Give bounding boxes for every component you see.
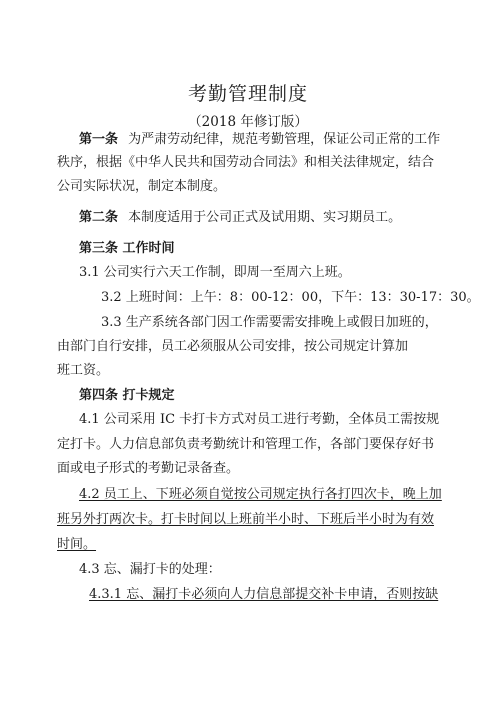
document-subtitle: （2018 年修订版） bbox=[188, 114, 308, 130]
article-1-line-1 bbox=[79, 132, 440, 148]
article-2-text: 本制度适用于公司正式及试用期、实习期员工。 bbox=[128, 210, 402, 225]
clause-4-2-line-3: 时间。 bbox=[57, 537, 97, 552]
article-1-heading: 第一条 bbox=[79, 132, 119, 147]
article-1-line-2: 秩序，根据《中华人民共和国劳动合同法》和相关法律规定，结合 bbox=[57, 155, 435, 170]
clause-4-3: 4.3 忘、漏打卡的处理： bbox=[79, 562, 221, 577]
article-2-line-1 bbox=[79, 210, 401, 226]
document-title: 考勤管理制度 bbox=[187, 83, 308, 105]
article-3-heading: 第三条 工作时间 bbox=[79, 241, 175, 256]
article-1-line-3: 公司实际状况，制定本制度。 bbox=[57, 179, 227, 194]
clause-4-1-line-3: 面或电子形式的考勤记录备查。 bbox=[57, 461, 240, 476]
clause-4-1-line-1: 4.1 公司采用 IC 卡打卡方式对员工进行考勤，全体员工需按规 bbox=[79, 412, 440, 427]
article-4-heading: 第四条 打卡规定 bbox=[79, 388, 175, 403]
clause-4-2-line-1: 4.2 员工上、下班必须自觉按公司规定执行各打四次卡，晚上加 bbox=[79, 487, 442, 502]
clause-3-3-line-2: 由部门自行安排，员工必须服从公司安排，按公司规定计算加 bbox=[57, 339, 409, 354]
clause-4-1-line-2: 定打卡。人力信息部负责考勤统计和管理工作，各部门要保存好书 bbox=[57, 437, 435, 452]
article-1-text: 为严肃劳动纪律，规范考勤管理，保证公司正常的工作 bbox=[128, 132, 441, 147]
clause-3-2: 3.2 上班时间：上午：8：00-12：00，下午：13：30-17：30。 bbox=[101, 290, 480, 305]
article-2-heading: 第二条 bbox=[79, 210, 119, 225]
clause-4-3-1: 4.3.1 忘、漏打卡必须向人力信息部提交补卡申请，否则按缺 bbox=[89, 587, 439, 602]
clause-3-3-line-3: 班工资。 bbox=[57, 363, 110, 378]
clause-3-3-line-1: 3.3 生产系统各部门因工作需要需安排晚上或假日加班的， bbox=[101, 315, 438, 330]
clause-3-1: 3.1 公司实行六天工作制，即周一至周六上班。 bbox=[79, 265, 351, 280]
clause-4-2-line-2: 班另外打两次卡。打卡时间以上班前半小时、下班后半小时为有效 bbox=[57, 512, 435, 527]
